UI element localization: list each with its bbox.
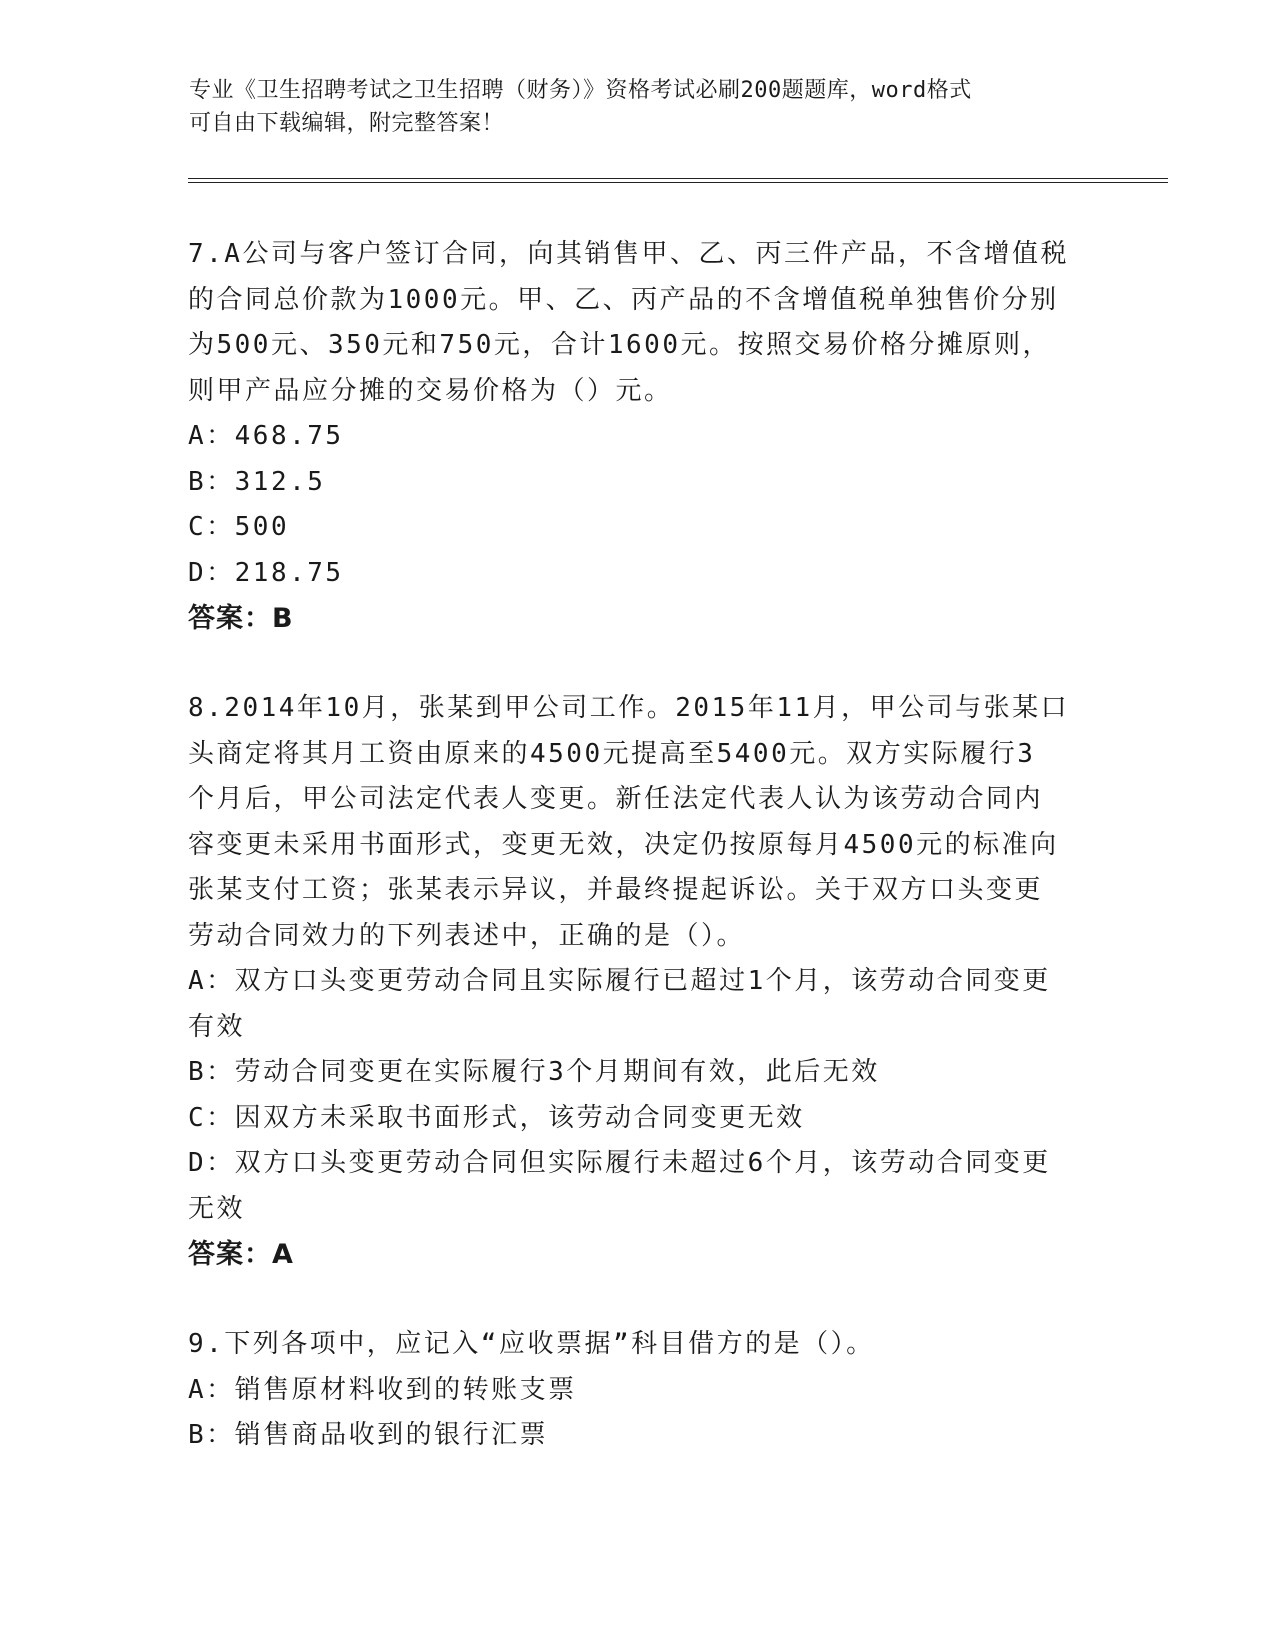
question-stem-line: 8.2014年10月，张某到甲公司工作。2015年11月，甲公司与张某口 — [188, 693, 1070, 723]
option-b: B：312.5 — [188, 466, 326, 497]
question-stem-line: 9.下列各项中，应记入“应收票据”科目借方的是（）。 — [188, 1329, 875, 1359]
question-stem-line: 张某支付工资；张某表示异议，并最终提起诉讼。关于双方口头变更 — [188, 875, 1044, 905]
header-line-1: 专业《卫生招聘考试之卫生招聘（财务）》资格考试必刷200题题库，word格式 — [189, 78, 972, 103]
question-stem-line: 头商定将其月工资由原来的4500元提高至5400元。双方实际履行3 — [188, 738, 1036, 769]
option-a: A：销售原材料收到的转账支票 — [188, 1374, 577, 1405]
question-stem-line: 的合同总价款为1000元。甲、乙、丙产品的不含增值税单独售价分别 — [188, 284, 1059, 315]
question-stem-line: 劳动合同效力的下列表述中，正确的是（）。 — [188, 920, 746, 951]
option-d: D：218.75 — [188, 557, 344, 588]
question-stem-line: 为500元、350元和750元，合计1600元。按照交易价格分摊原则， — [188, 330, 1051, 360]
option-b: B：劳动合同变更在实际履行3个月期间有效，此后无效 — [188, 1057, 880, 1087]
question-9 — [188, 1322, 1088, 1459]
question-list — [188, 232, 1088, 1503]
question-stem-line: 7.A公司与客户签订合同，向其销售甲、乙、丙三件产品，不含增值税 — [188, 239, 1069, 269]
option-a-continued: 有效 — [188, 1011, 246, 1042]
option-d-continued: 无效 — [188, 1193, 246, 1224]
option-a: A：468.75 — [188, 421, 344, 451]
question-7 — [188, 232, 1088, 642]
option-a: A：双方口头变更劳动合同且实际履行已超过1个月，该劳动合同变更 — [188, 966, 1051, 996]
answer-label: 答案：A — [188, 1239, 294, 1270]
header-line-2: 可自由下载编辑，附完整答案！ — [189, 111, 505, 136]
option-b: B：销售商品收到的银行汇票 — [188, 1420, 549, 1450]
answer-label: 答案：B — [188, 603, 294, 634]
question-stem-line: 个月后，甲公司法定代表人变更。新任法定代表人认为该劳动合同内 — [188, 784, 1044, 814]
header-divider — [188, 178, 1168, 183]
option-c: C：因双方未采取书面形式，该劳动合同变更无效 — [188, 1102, 805, 1133]
question-stem-line: 容变更未采用书面形式，变更无效，决定仍按原每月4500元的标准向 — [188, 829, 1059, 860]
question-stem-line: 则甲产品应分摊的交易价格为（）元。 — [188, 375, 673, 406]
option-d: D：双方口头变更劳动合同但实际履行未超过6个月，该劳动合同变更 — [188, 1148, 1051, 1178]
document-header — [189, 74, 1079, 140]
option-c: C：500 — [188, 512, 290, 542]
question-8 — [188, 686, 1088, 1278]
